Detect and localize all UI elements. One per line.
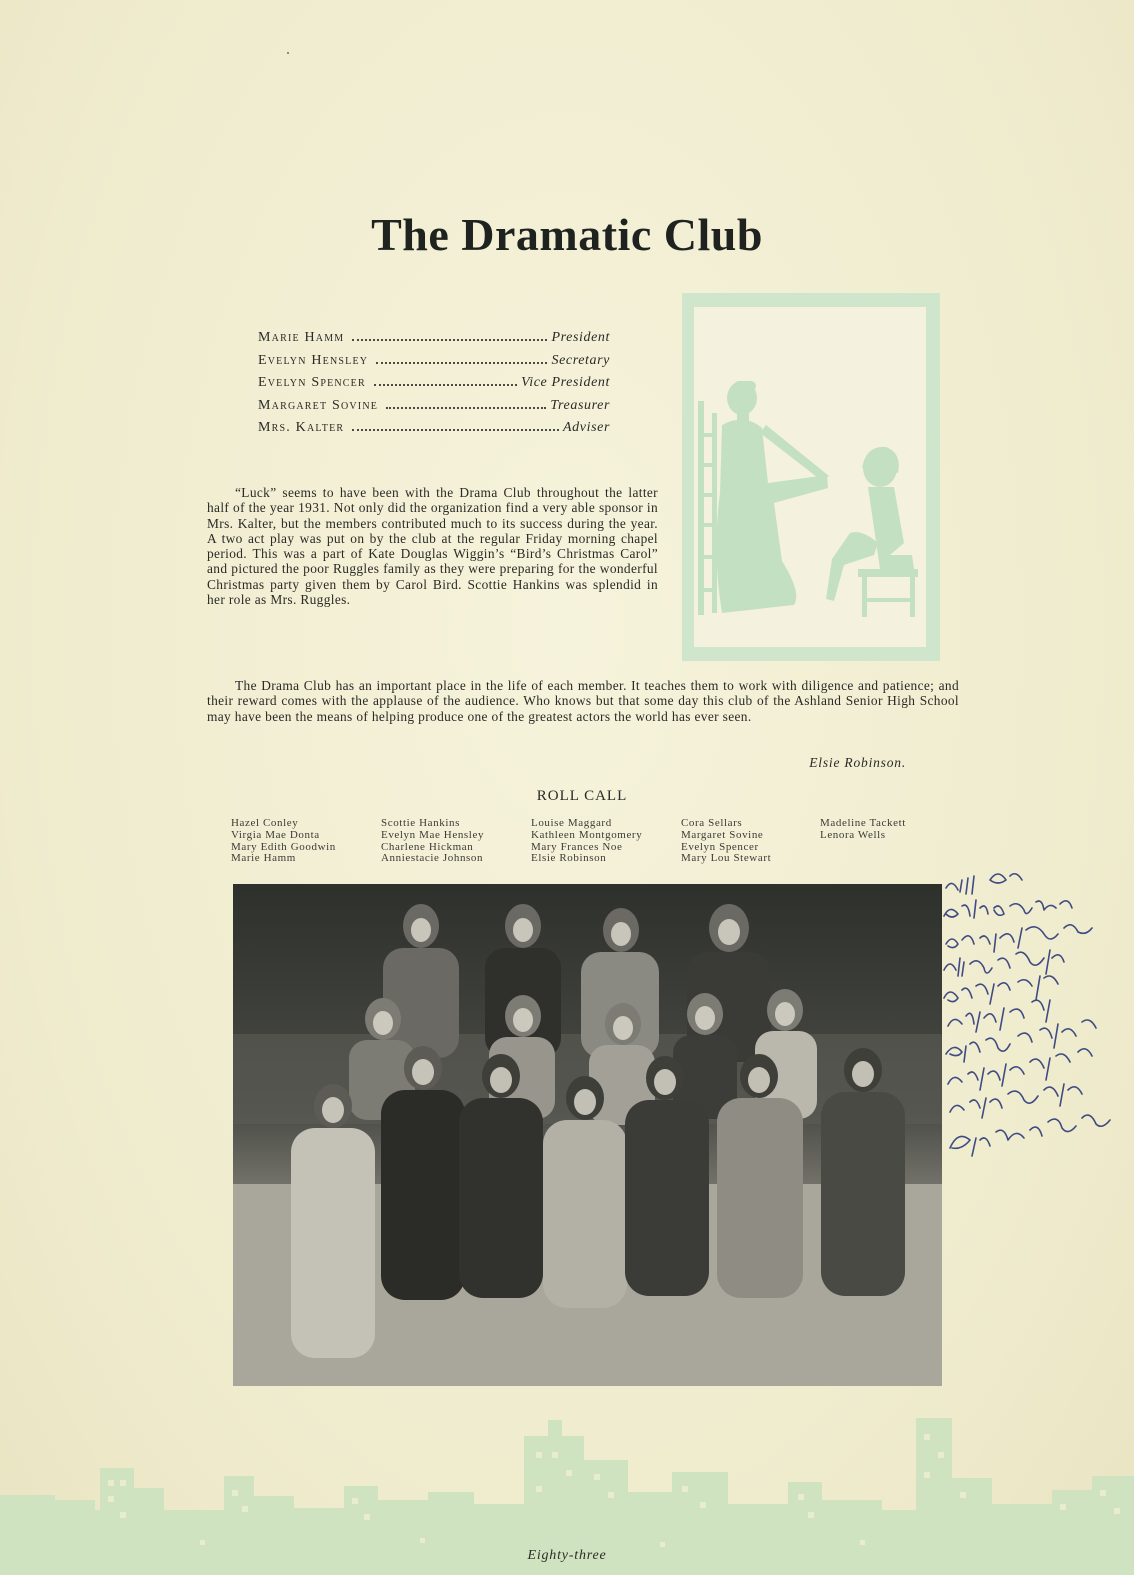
page-title: The Dramatic Club [371, 209, 763, 260]
group-photograph [233, 884, 942, 1386]
officer-row [258, 353, 610, 376]
article-author: Elsie Robinson. [809, 755, 906, 770]
member-name: Virgia Mae Donta [231, 828, 320, 841]
officer-role: Secretary [551, 352, 610, 368]
officer-name: Evelyn Spencer [258, 375, 366, 390]
member-name: Scottie Hankins [381, 817, 460, 829]
officer-role: Treasurer [550, 397, 610, 413]
member-name: Hazel Conley [231, 817, 299, 829]
officer-name: Mrs. Kalter [258, 420, 345, 435]
leader-dots [386, 407, 546, 409]
member-name: Evelyn Mae Hensley [381, 828, 485, 841]
leader-dots [376, 362, 547, 364]
member-name: Mary Frances Noe [531, 840, 623, 853]
paper-speck [287, 52, 289, 54]
member-name: Madeline Tackett [820, 817, 906, 829]
officer-name: Evelyn Hensley [258, 352, 369, 368]
member-name: Mary Lou Stewart [681, 852, 772, 865]
member-name: Margaret Sovine [681, 828, 764, 841]
officer-row [258, 375, 610, 398]
leader-dots [374, 384, 517, 386]
member-name: Elsie Robinson [531, 852, 607, 865]
officer-row [258, 420, 610, 443]
member-name: Cora Sellars [681, 817, 743, 829]
member-name: Lenora Wells [820, 828, 886, 841]
member-name: Anniestacie Johnson [381, 852, 484, 865]
silhouette-illustration [682, 293, 940, 661]
club-purpose-paragraph: The Drama Club has an important place in the life of each member. It teaches them to work with diligence and patience; and their reward comes with the applause of the audience. Who knows but that some day this club of the Ashland Senior High School may have been the means of helping produce one of the greatest actors the world has ever seen. [207, 678, 959, 724]
roll-call-column [681, 818, 771, 865]
roll-call-heading: ROLL CALL [536, 788, 628, 804]
officer-row [258, 398, 610, 421]
officer-role: Vice President [521, 375, 610, 390]
member-name: Mary Edith Goodwin [231, 840, 336, 853]
officer-role: Adviser [563, 420, 610, 435]
roll-call-column [231, 818, 336, 865]
officer-name: Marie Hamm [258, 330, 345, 345]
officer-role: President [551, 330, 610, 345]
roll-call-column [531, 818, 642, 865]
member-name: Kathleen Montgomery [531, 828, 643, 841]
officer-name: Margaret Sovine [258, 397, 379, 413]
roll-call-column [820, 818, 906, 842]
handwritten-inscription [940, 858, 1130, 1198]
leader-dots [352, 429, 559, 431]
member-name: Charlene Hickman [381, 840, 474, 853]
officer-list [258, 330, 610, 443]
officer-row [258, 330, 610, 353]
member-name: Louise Maggard [531, 817, 612, 829]
club-description-paragraph: “Luck” seems to have been with the Drama Club throughout the latter half of the year 1931. Not only did the organization find a very able sponsor in Mrs. Kalter, but the members contributed much to its success during the year. A two act play was put on by the club at the regular Friday morning chapel period. This was a part of Kate Douglas Wiggin’s “Bird’s Christmas Carol” and pictured the poor Ruggles family as they were preparing for the wonderful Christmas party given them by Carol Bird. Scottie Hankins was splendid in her role as Mrs. Ruggles. [207, 485, 658, 608]
member-name: Marie Hamm [231, 852, 296, 865]
member-name: Evelyn Spencer [681, 840, 759, 853]
leader-dots [352, 339, 547, 341]
roll-call-column [381, 818, 484, 865]
page-number: Eighty-three [527, 1548, 607, 1563]
